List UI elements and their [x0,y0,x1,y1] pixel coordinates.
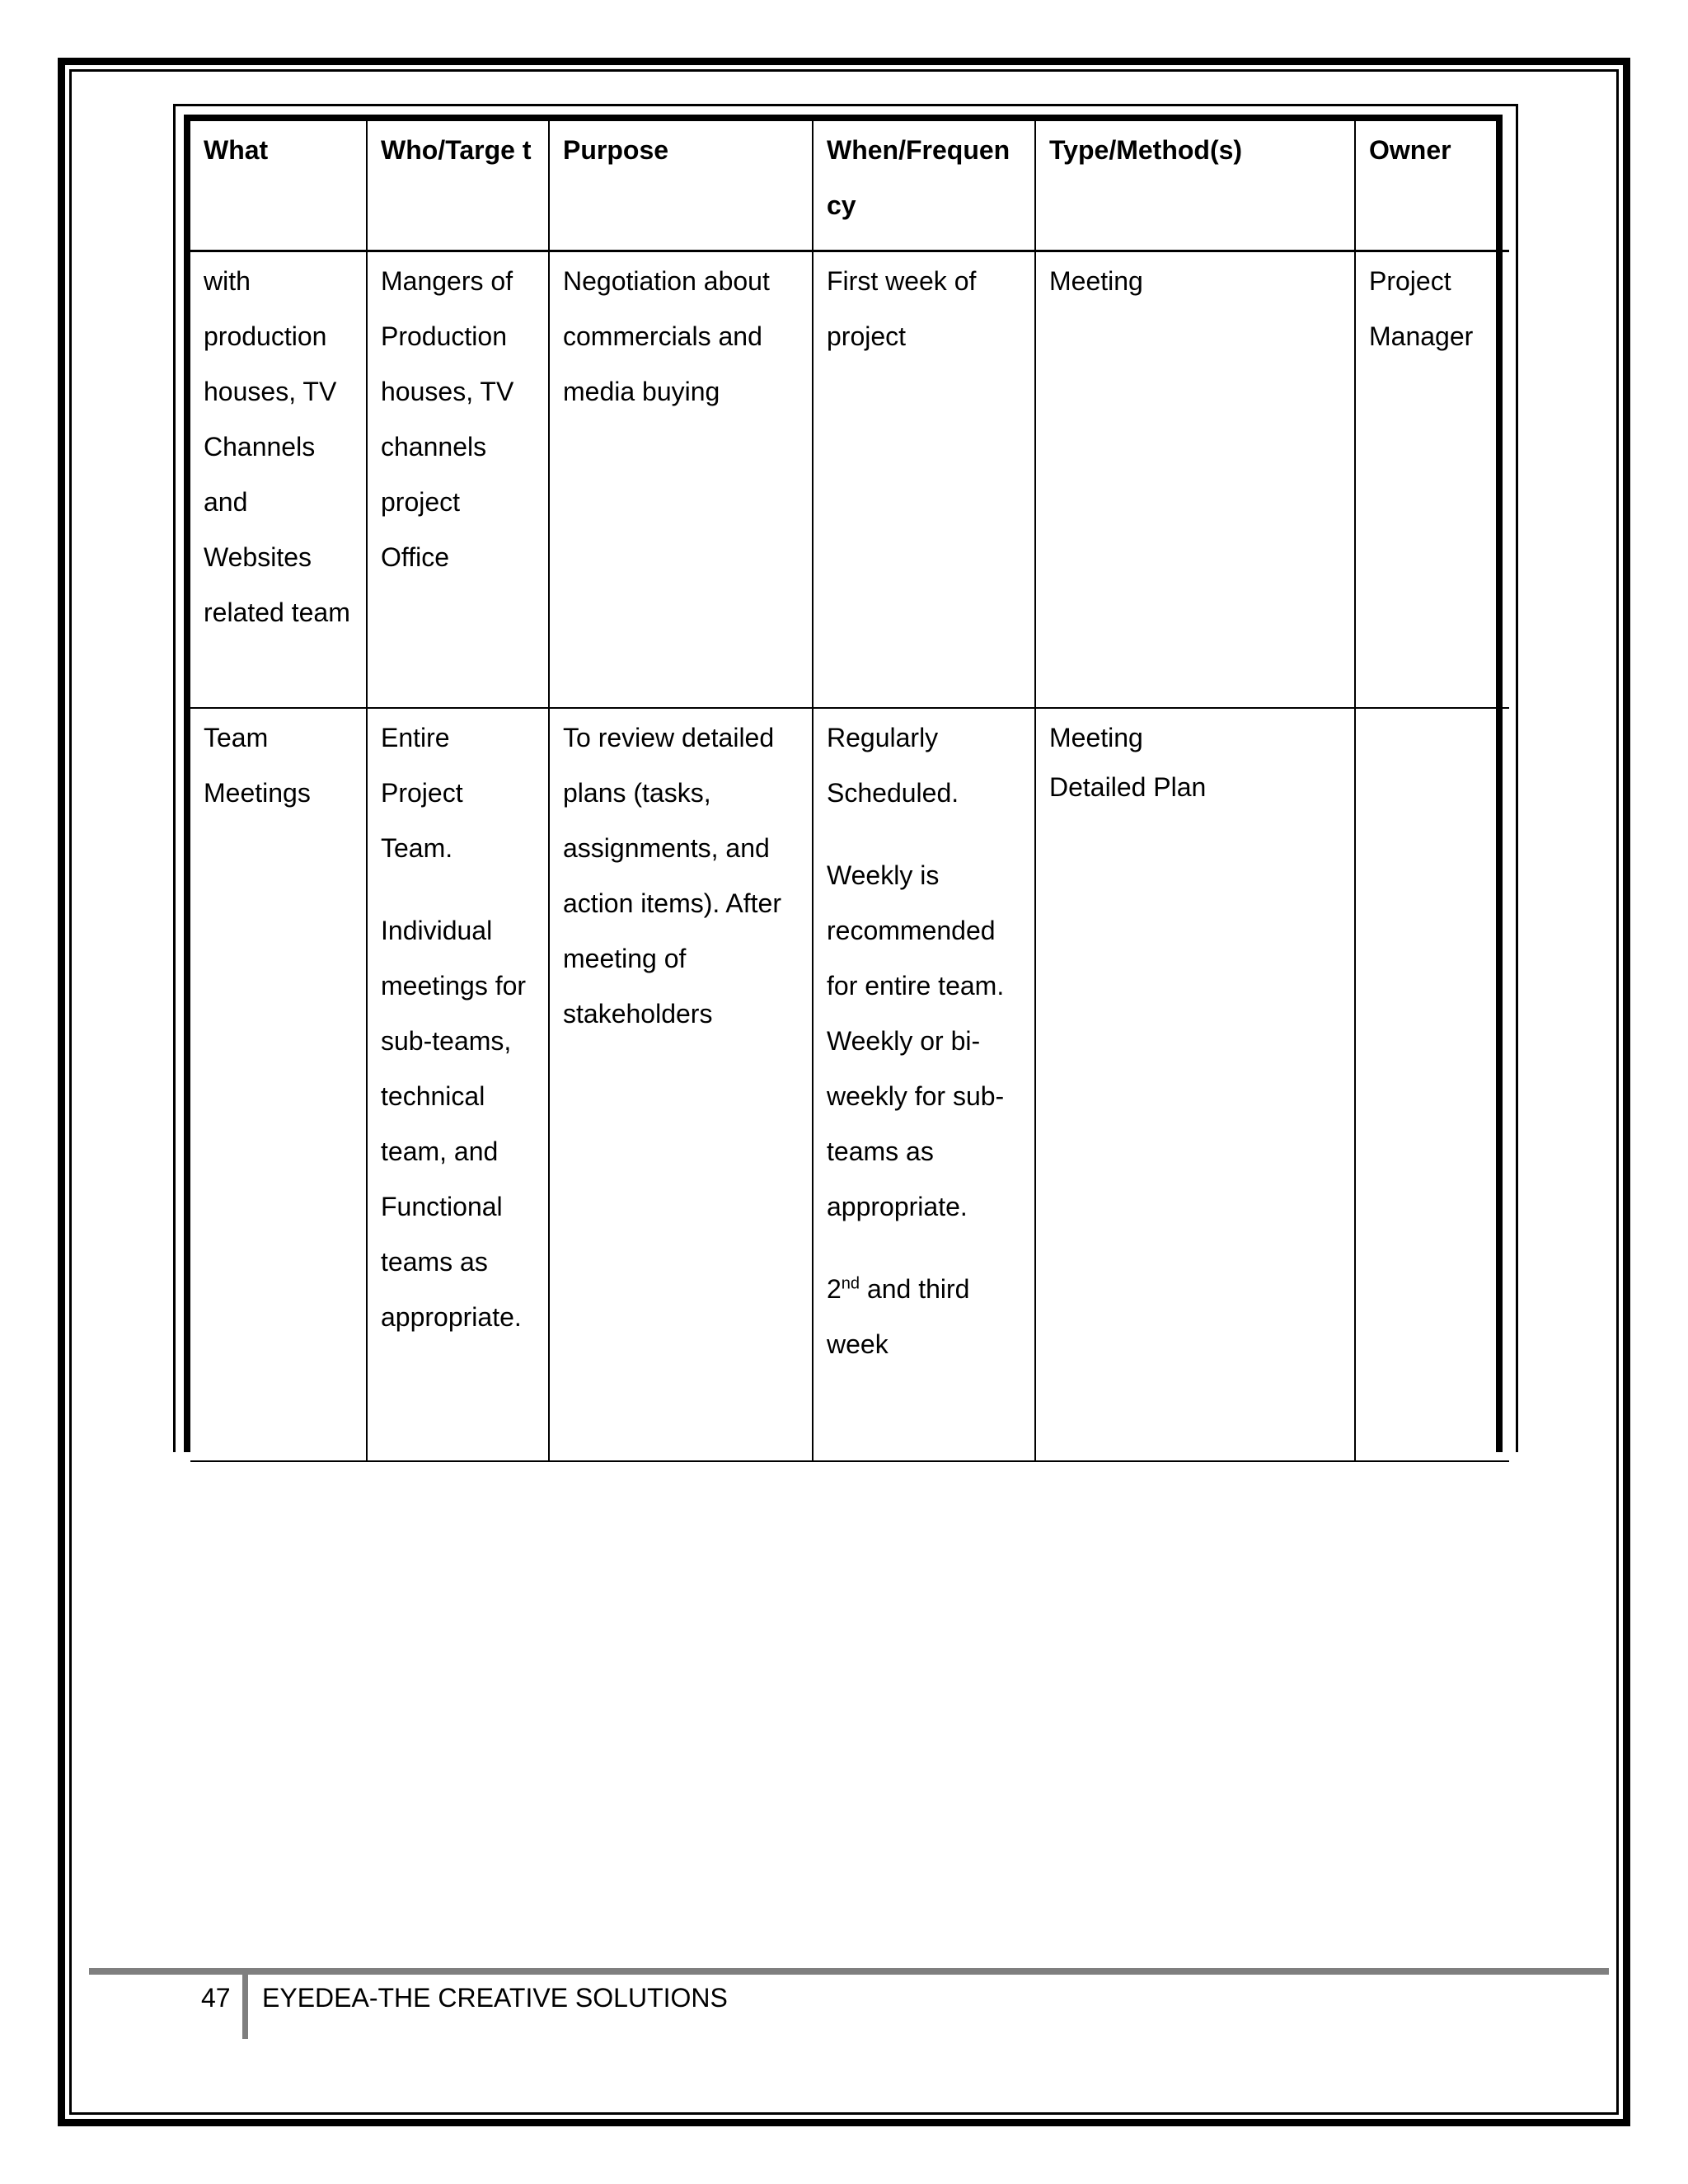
cell-what: with production houses, TV Channels and Websites related team [190,251,367,709]
cell-type-method: Meeting [1035,251,1355,709]
footer-rule [89,1968,1609,1975]
table-row [190,708,1509,1461]
type-paragraph-2: Detailed Plan [1049,772,1207,802]
header-purpose: Purpose [549,121,813,251]
when-paragraph-2: Weekly is recommended for entire team. Weekly or bi-weekly for sub-teams as appropriate. [827,860,1005,1221]
page-number: 47 [201,1983,231,2013]
ordinal-suffix: nd [841,1274,860,1293]
cell-owner: Project Manager [1355,251,1509,709]
cell-who-target: Mangers of Production houses, TV channels project Office [367,251,549,709]
communication-plan-table [190,121,1509,1462]
cell-when-frequency [813,708,1035,1461]
table-header-row [190,121,1509,251]
when-paragraph-1: Regularly Scheduled. [827,723,959,808]
cell-purpose: To review detailed plans (tasks, assignments, and action items). After meeting of stakeholders [549,708,813,1461]
ordinal-number: 2 [827,1274,842,1304]
header-who-target: Who/Targe t [367,121,549,251]
header-what: What [190,121,367,251]
table-frame [173,104,1518,1452]
footer-divider [242,1971,248,2039]
table-row [190,251,1509,709]
table-inner-frame [184,115,1503,1452]
footer-company-name: EYEDEA-THE CREATIVE SOLUTIONS [262,1983,728,2013]
cell-what: Team Meetings [190,708,367,1461]
header-type-method: Type/Method(s) [1035,121,1355,251]
cell-who-target [367,708,549,1461]
type-paragraph-1: Meeting [1049,723,1143,752]
who-paragraph-2: Individual meetings for sub-teams, technical team, and Functional teams as appropriate. [381,916,527,1332]
who-paragraph-1: Entire Project Team. [381,723,463,863]
cell-owner [1355,708,1509,1461]
when-paragraph-3 [827,1262,1021,1372]
cell-type-method [1035,708,1355,1461]
header-when-frequency: When/Frequen cy [813,121,1035,251]
cell-when-frequency: First week of project [813,251,1035,709]
cell-purpose: Negotiation about commercials and media buying [549,251,813,709]
header-owner: Owner [1355,121,1509,251]
when-paragraph-3-rest: and third week [827,1274,970,1359]
